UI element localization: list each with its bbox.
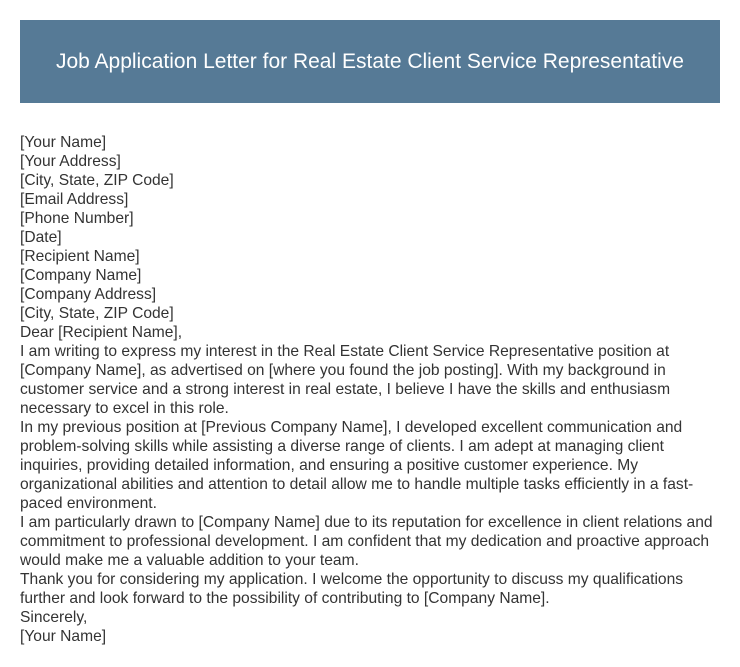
recipient-city-state-zip: [City, State, ZIP Code] <box>20 305 174 322</box>
salutation: Dear [Recipient Name], <box>20 324 183 341</box>
letter-body <box>20 133 724 646</box>
sender-email: [Email Address] <box>20 191 129 208</box>
paragraph: Thank you for considering my application. I welcome the opportunity to discuss my qualifications further and look forward to the possibility of contributing to [Company Name]. <box>20 571 684 607</box>
letter-date: [Date] <box>20 229 62 246</box>
paragraph: I am particularly drawn to [Company Name] due to its reputation for excellence in client relations and commitment to professional development. I am confident that my dedication and proactive approach would make me a valuable addition to your team. <box>20 514 713 569</box>
title-banner <box>20 20 720 103</box>
sender-phone: [Phone Number] <box>20 210 134 227</box>
page-title: Job Application Letter for Real Estate Client Service Representative <box>55 49 684 73</box>
sender-city-state-zip: [City, State, ZIP Code] <box>20 172 174 189</box>
recipient-company: [Company Name] <box>20 267 142 284</box>
paragraph: In my previous position at [Previous Company Name], I developed excellent communication and problem-solving skills while assisting a diverse range of clients. I am adept at managing client inquiries, providing detailed information, and ensuring a positive customer experience. My organizational abilities and attention to detail allow me to handle multiple tasks efficiently in a fast-paced environment. <box>20 419 694 512</box>
paragraph: I am writing to express my interest in the Real Estate Client Service Representative position at [Company Name], as advertised on [where you found the job posting]. With my background in customer service and a strong interest in real estate, I believe I have the skills and enthusiasm necessary to excel in this role. <box>20 343 671 417</box>
signature: [Your Name] <box>20 628 107 645</box>
sender-name: [Your Name] <box>20 134 107 151</box>
sender-block <box>20 133 724 247</box>
recipient-name: [Recipient Name] <box>20 248 140 265</box>
closing: Sincerely, <box>20 609 88 626</box>
recipient-block <box>20 247 724 323</box>
recipient-company-address: [Company Address] <box>20 286 157 303</box>
sender-address: [Your Address] <box>20 153 121 170</box>
